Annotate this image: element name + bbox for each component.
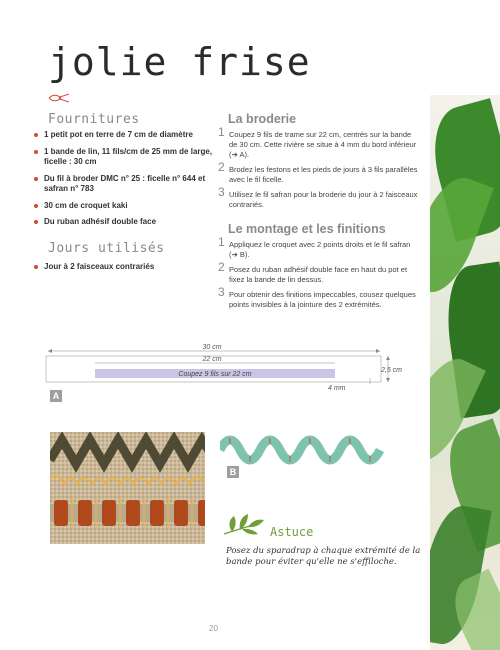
embroidery-photo-image xyxy=(50,432,205,544)
cut-label: Coupez 9 fils sur 22 cm xyxy=(178,371,252,378)
inner-label: 22 cm xyxy=(202,356,222,363)
embroidery-photo xyxy=(50,432,205,544)
embroidery-step: 3 Utilisez le fil safran pour la broderie du jour à 2 faisceaux contrariés. xyxy=(218,185,418,209)
supply-item: 1 petit pot en terre de 7 cm de diamètre xyxy=(30,130,215,141)
supply-item: Du fil à broder DMC n° 25 : ficelle n° 644 et safran n° 783 xyxy=(30,174,215,195)
diagram-a-letter: A xyxy=(50,390,62,402)
plant-photo-strip xyxy=(430,95,500,650)
finishing-step: 3 Pour obtenir des finitions impeccables, cousez quelques points invisibles à la jointure des 2 extrémités. xyxy=(218,285,416,309)
supply-item: 1 bande de lin, 11 fils/cm de 25 mm de large, ficelle : 30 cm xyxy=(30,147,215,168)
leaf-branch-icon xyxy=(222,510,270,540)
page-title: jolie frise xyxy=(48,40,311,84)
tip-heading: Astuce xyxy=(270,525,314,539)
diagram-b-letter: B xyxy=(227,466,239,478)
embroidery-step: 1 Coupez 9 fils de trame sur 22 cm, centrés sur la bande de 30 cm. Cette rivière se situe à 4 mm du bord inférieur (➔ A). xyxy=(218,125,417,159)
diagram-a xyxy=(40,338,430,418)
page-number: 20 xyxy=(209,624,218,633)
supplies-list xyxy=(30,130,215,234)
supplies-heading: Fournitures xyxy=(48,112,140,127)
stitches-list xyxy=(30,262,215,279)
embroidery-steps xyxy=(218,125,418,215)
embroidery-heading: La broderie xyxy=(228,112,297,126)
finishing-heading: Le montage et les finitions xyxy=(228,222,386,236)
embroidery-step: 2 Brodez les festons et les pieds de jours à 3 fils parallèles avec le fil ficelle. xyxy=(218,160,418,184)
offset-label: 4 mm xyxy=(328,385,346,392)
width-label: 30 cm xyxy=(202,344,222,351)
tip-text: Posez du sparadrap à chaque extrémité de la bande pour éviter qu'elle ne s'effiloche. xyxy=(226,546,421,567)
finishing-steps xyxy=(218,235,418,315)
supply-item: 30 cm de croquet kaki xyxy=(30,201,215,212)
scissors-icon xyxy=(48,92,70,104)
finishing-step: 2 Posez du ruban adhésif double face en haut du pot et fixez la bande de lin dessus. xyxy=(218,260,408,284)
height-label: 2,5 cm xyxy=(381,367,403,374)
rickrack-wave-diagram xyxy=(220,430,385,470)
supply-item: Du ruban adhésif double face xyxy=(30,217,215,228)
finishing-step: 1 Appliquez le croquet avec 2 points droits et le fil safran (➔ B). xyxy=(218,235,411,259)
stitch-item: Jour à 2 faisceaux contrariés xyxy=(30,262,215,273)
stitches-heading: Jours utilisés xyxy=(48,241,165,256)
